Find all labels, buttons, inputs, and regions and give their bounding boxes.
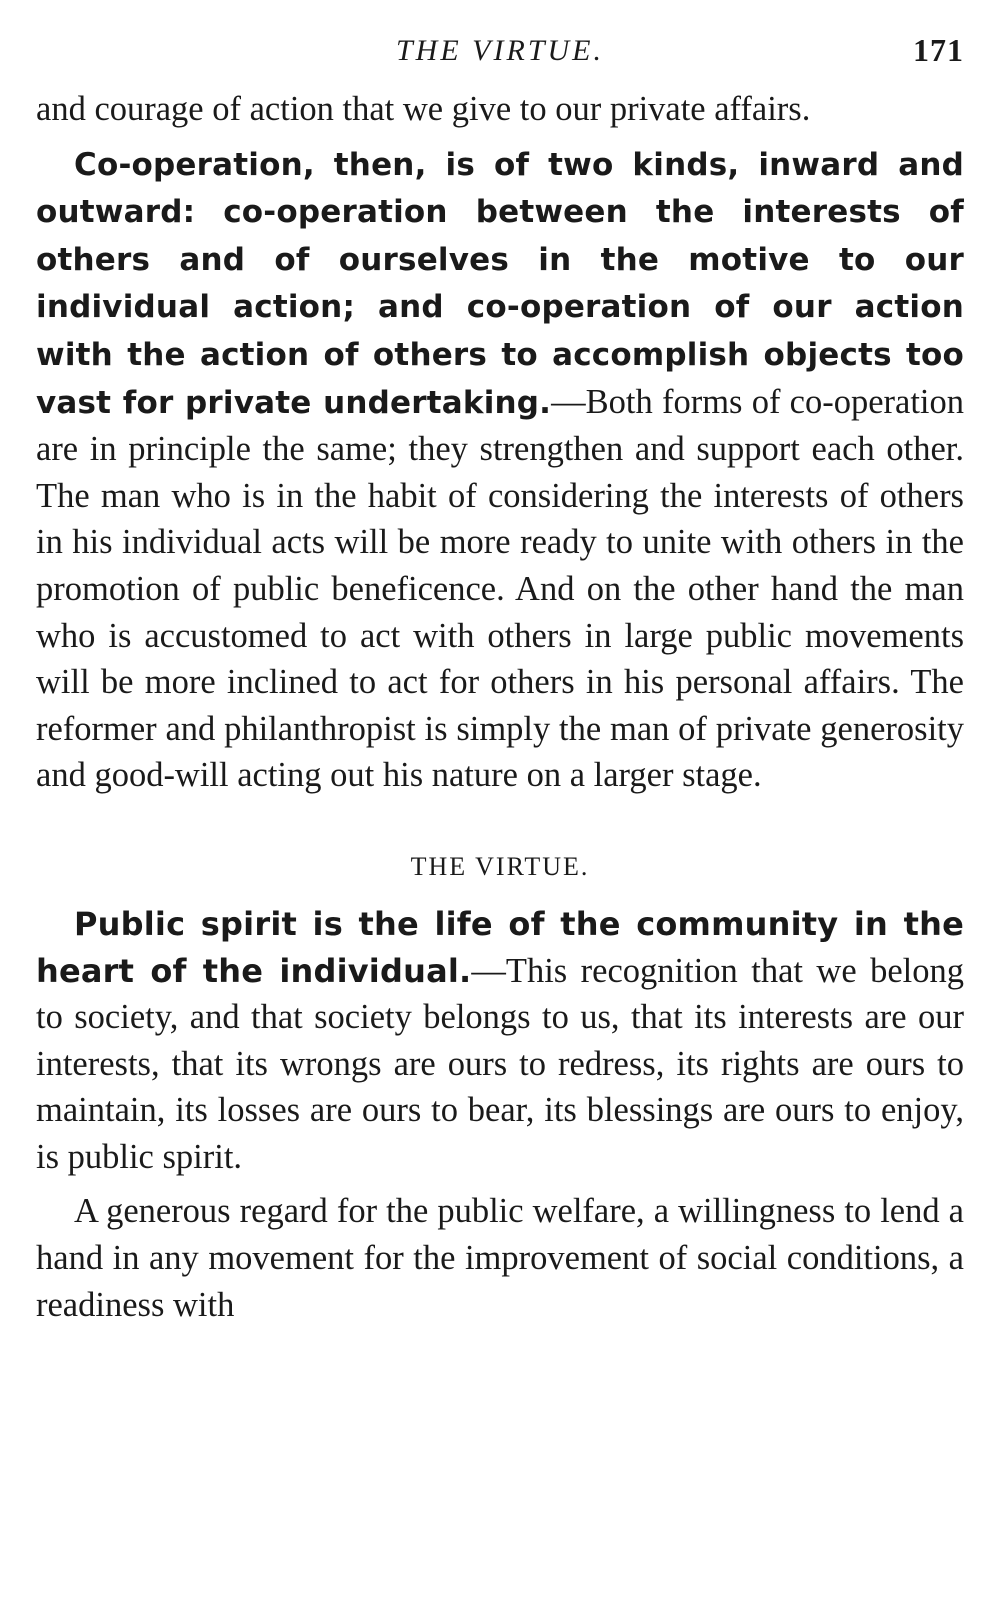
paragraph-continuation: and courage of action that we give to our private affairs. — [36, 90, 811, 128]
section-heading: THE VIRTUE. — [410, 851, 590, 881]
paragraph-cooperation-body: —Both forms of co-operation are in principle the same; they strengthen and support each other. The man who is in the habit of considering the interests of others in his individual acts will be more ready to unite with others in the promotion of public beneficence. And on the other hand the man who is accustomed to act with others in large public movements will be more inclined to act for others in his personal affairs. The reformer and philanthropist is simply the man of private generosity and good-will acting out his nature on a larger stage. — [36, 382, 964, 795]
paragraph-cooperation — [36, 141, 964, 799]
page-header — [36, 26, 964, 86]
paragraph-public-spirit — [36, 901, 964, 1181]
paragraph-generous-regard: A generous regard for the public welfare, a willingness to lend a hand in any movement for the improvement of social conditions, a readiness with — [36, 1192, 964, 1324]
paragraph-public-spirit-body: —This recognition that we belong to society, and that society belongs to us, that its interests are our interests, that its wrongs are ours to redress, its rights are ours to maintain, its losses are ours to bear, its blessings are ours to enjoy, is public spirit. — [36, 951, 964, 1176]
paragraph-gap — [36, 133, 964, 141]
running-title: THE VIRTUE. — [396, 34, 604, 67]
page-number: 171 — [913, 32, 964, 68]
paragraph-gap — [36, 1180, 964, 1188]
book-page — [36, 26, 964, 1328]
paragraph-cooperation-lead: Co-operation, then, is of two kinds, inward and outward: co-operation between the interests of others and of ourselves in the motive to our individual action; and co-operation of our action with the action of others to accomplish objects too vast for private undertaking. — [36, 146, 964, 421]
paragraph-public-spirit-lead: Public spirit is the life of the community in the heart of the individual. — [36, 904, 964, 990]
